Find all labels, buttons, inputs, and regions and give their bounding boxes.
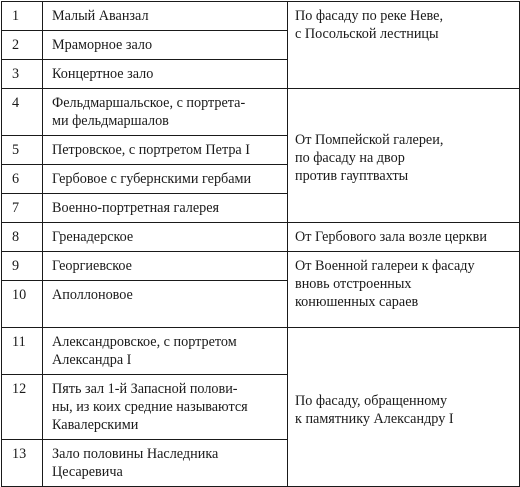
hall-name: Военно-портретная галерея — [43, 194, 288, 223]
row-number: 4 — [2, 89, 43, 136]
row-number: 11 — [2, 328, 43, 375]
hall-name: Георгиевское — [43, 252, 288, 281]
row-number: 9 — [2, 252, 43, 281]
row-number: 12 — [2, 375, 43, 440]
row-number: 3 — [2, 60, 43, 89]
hall-name: Зало половины Наследника Цесаревича — [43, 440, 288, 487]
table-row — [2, 223, 520, 252]
hall-location: От Гербового зала возле церкви — [288, 223, 520, 252]
hall-location: От Военной галереи к фасаду вновь отстроенных конюшенных сараев — [288, 252, 520, 328]
table-row — [2, 89, 520, 136]
row-number: 1 — [2, 2, 43, 31]
hall-name: Александровское, с портретом Александра I — [43, 328, 288, 375]
hall-location: По фасаду, обращенному к памятнику Александру I — [288, 328, 520, 487]
hall-name: Петровское, с портретом Петра I — [43, 136, 288, 165]
row-number: 2 — [2, 31, 43, 60]
hall-name: Малый Аванзал — [43, 2, 288, 31]
row-number: 6 — [2, 165, 43, 194]
table-row — [2, 328, 520, 375]
hall-location: От Помпейской галереи, по фасаду на двор против гауптвахты — [288, 89, 520, 223]
hall-name: Гербовое с губернскими гербами — [43, 165, 288, 194]
hall-location: По фасаду по реке Неве, с Посольской лестницы — [288, 2, 520, 89]
table-row — [2, 2, 520, 31]
hall-name: Концертное зало — [43, 60, 288, 89]
hall-name: Аполлоновое — [43, 281, 288, 328]
hall-name: Пять зал 1-й Запасной полови- ны, из коих средние называются Кавалерскими — [43, 375, 288, 440]
table-row — [2, 252, 520, 281]
row-number: 7 — [2, 194, 43, 223]
halls-table — [1, 1, 520, 487]
row-number: 8 — [2, 223, 43, 252]
hall-name: Гренадерское — [43, 223, 288, 252]
hall-name: Мраморное зало — [43, 31, 288, 60]
row-number: 5 — [2, 136, 43, 165]
hall-name: Фельдмаршальское, с портрета- ми фельдмаршалов — [43, 89, 288, 136]
row-number: 13 — [2, 440, 43, 487]
row-number: 10 — [2, 281, 43, 328]
